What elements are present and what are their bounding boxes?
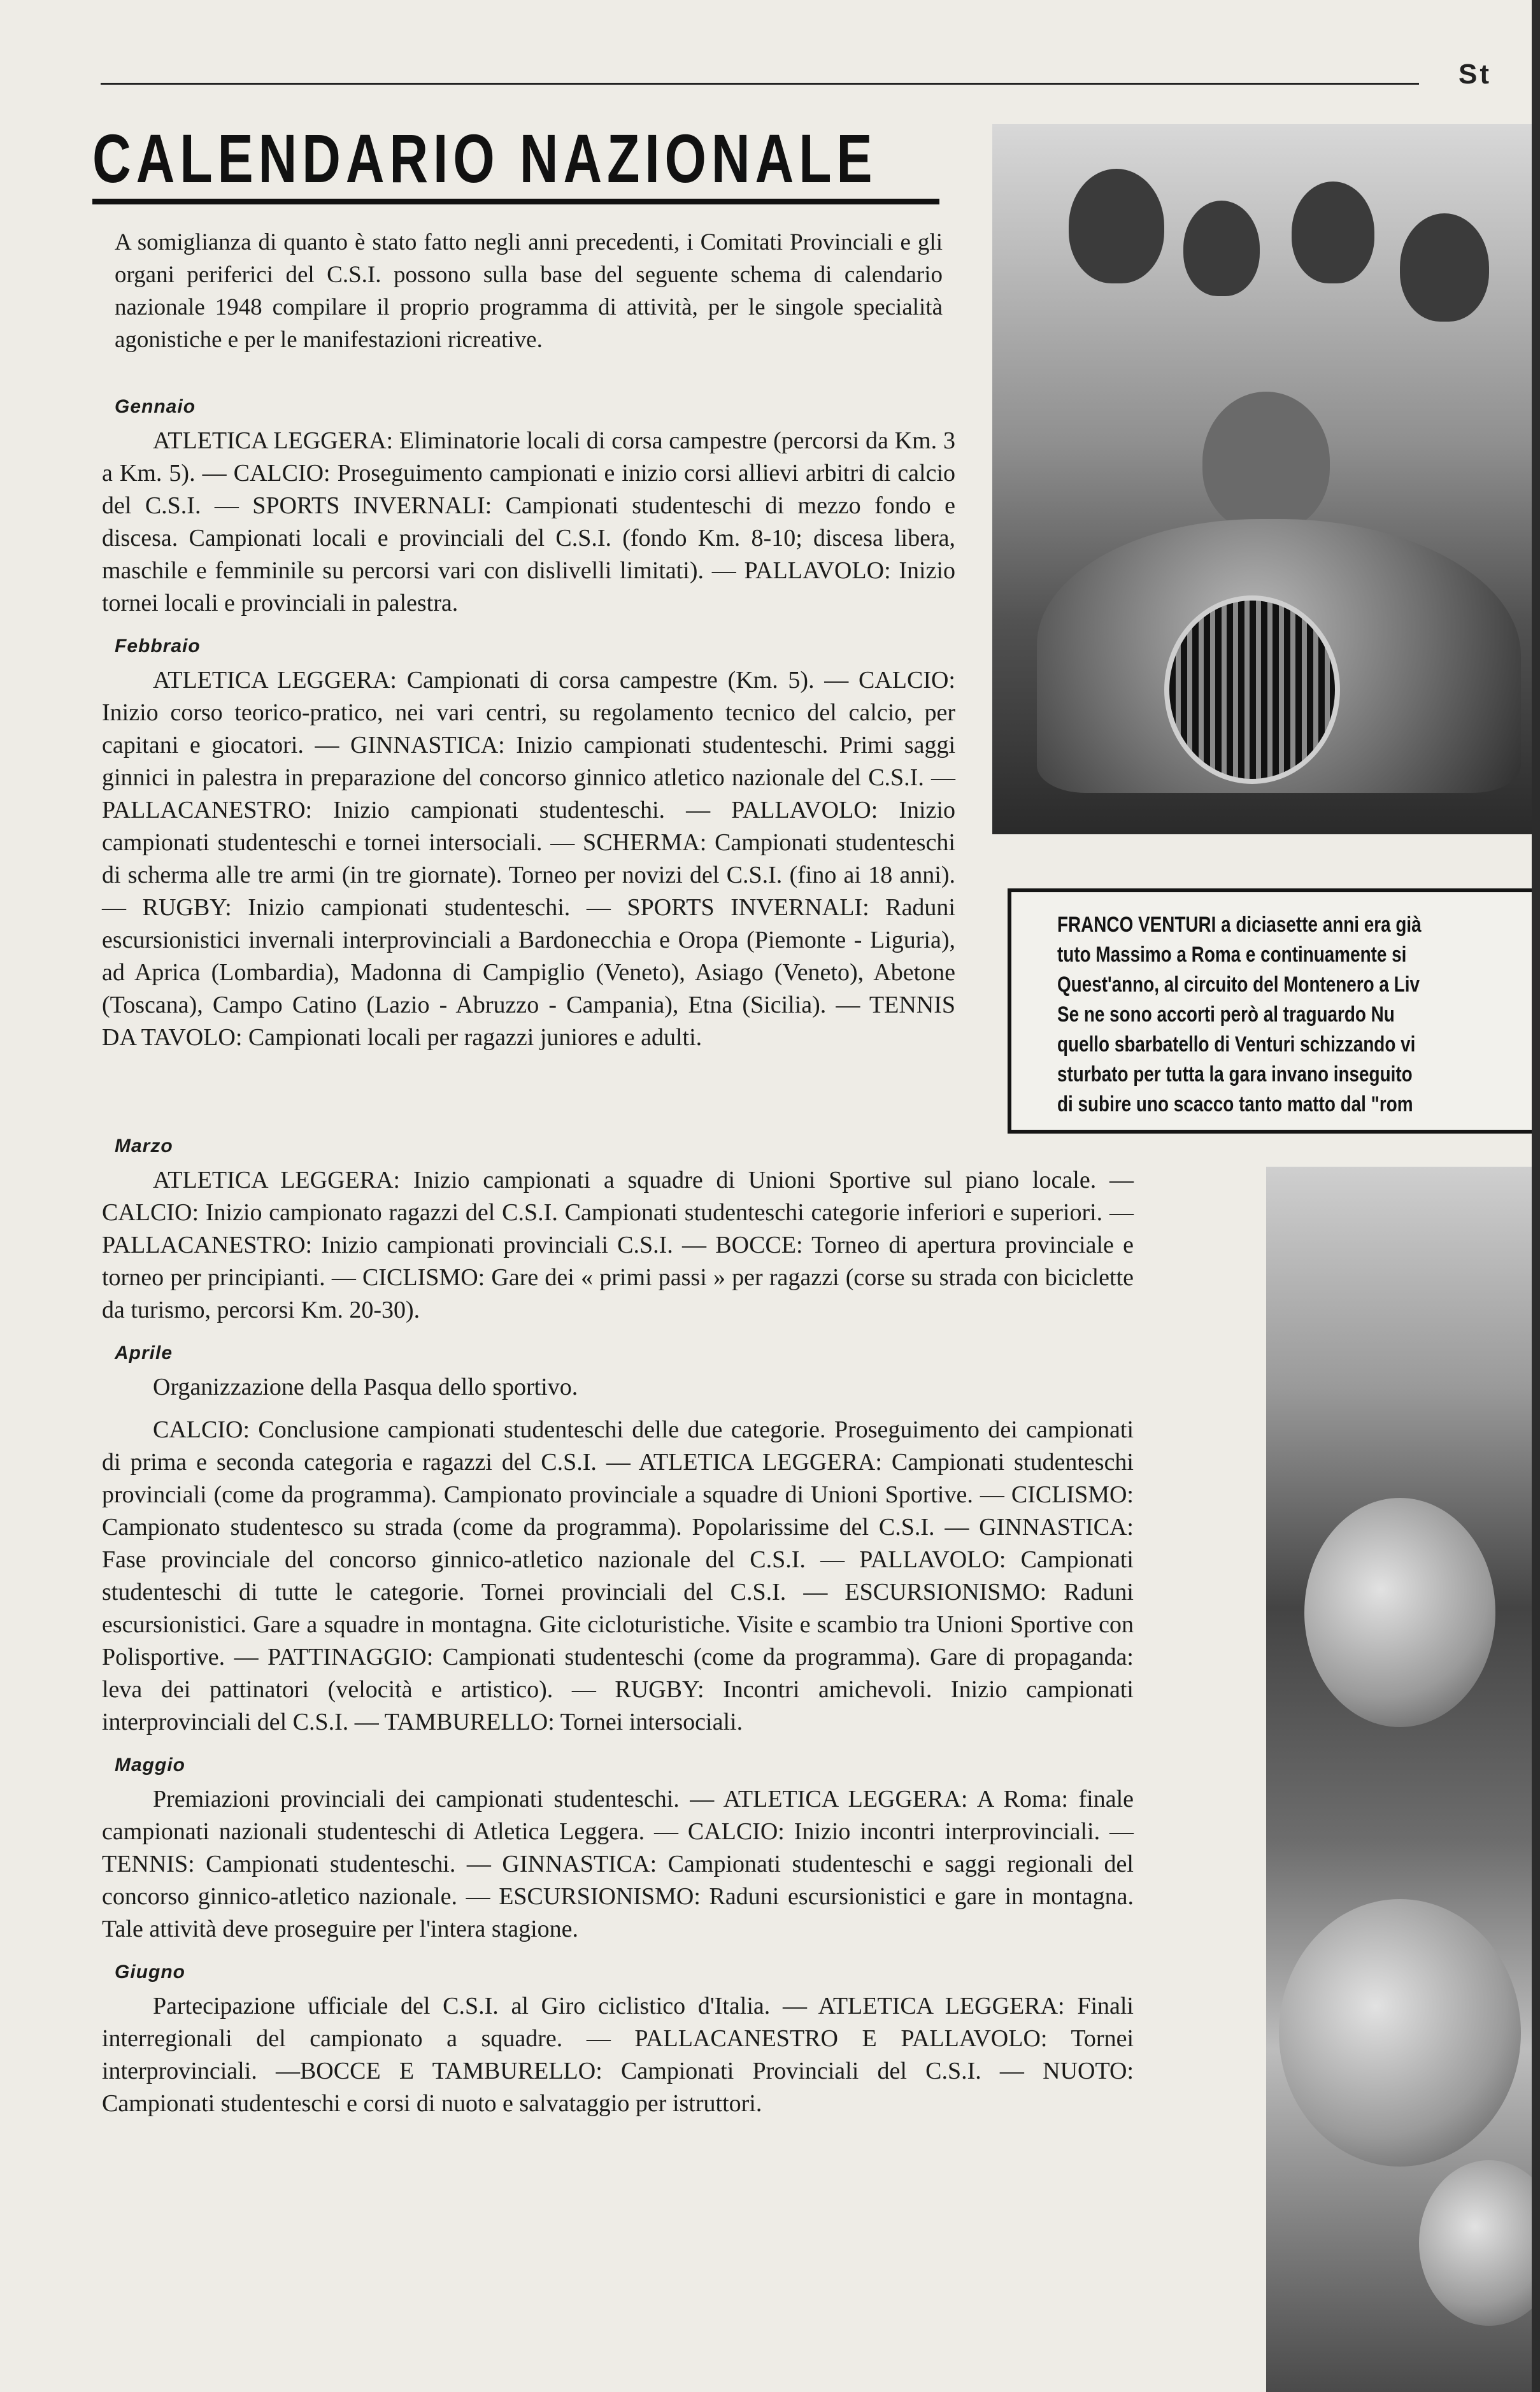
month-text-giugno: Partecipazione ufficiale del C.S.I. al Giro ciclistico d'Italia. — ATLETICA LEGGERA: Finali interregionali del campionato a squadre. — PALLACANESTRO E PALLAVOLO: Tornei interprovinciali. —BOCCE E TAMBURELLO: Campionati Provinciali del C.S.I. — NUOTO: Campionati studenteschi e corsi di nuoto e salvataggio per istruttori. [102,1993,1134,2117]
section-label: St [1458,59,1492,90]
month-heading-febbraio: Febbraio [115,636,201,657]
page-edge [1532,0,1540,2392]
photo-face [1279,1899,1521,2167]
race-car-photo [992,124,1540,834]
photo-figure [1069,169,1164,283]
title-underline [92,199,939,204]
calendar-column-upper [102,392,955,1064]
caption-line: sturbato per tutta la gara invano inseguito [1057,1062,1413,1086]
caption-line: Se ne sono accorti però al traguardo Nu [1057,1002,1395,1027]
month-text-aprile: CALCIO: Conclusione campionati studenteschi delle due categorie. Proseguimento dei campionati di prima e seconda categoria e ragazzi del C.S.I. — ATLETICA LEGGERA: Campionati studenteschi provinciali (come da programma). Campionato provinciale a squadre di Unioni Sportive. — CICLISMO: Campionato studentesco su strada (come da programma). Popolarissime del C.S.I. — GINNASTICA: Fase provinciale del concorso ginnico-atletico nazionale del C.S.I. — PALLAVOLO: Campionati studenteschi di tutte le categorie. Tornei provinciali del C.S.I. — ESCURSIONISMO: Raduni escursionistici. Gare a squadre in montagna. Gite cicloturistiche. Visite e scambio tra Unioni Sportive con Polisportive. — PATTINAGGIO: Campionati studenteschi (come da programma). Gare di propaganda: leva dei pattinatori (velocità e artistico). — RUGBY: Incontri amichevoli. Inizio campionati interprovinciali del C.S.I. — TAMBURELLO: Tornei intersociali. [102,1416,1134,1735]
photo-face [1419,2160,1540,2326]
caption-line: FRANCO VENTURI a diciasette anni era già [1057,913,1422,937]
caption-line: Quest'anno, al circuito del Montenero a Liv [1057,972,1420,997]
month-heading-aprile: Aprile [115,1342,173,1363]
month-heading-giugno: Giugno [115,1961,185,1983]
header-rule [101,83,1419,85]
month-heading-marzo: Marzo [115,1135,173,1157]
caption-line: tuto Massimo a Roma e continuamente si [1057,943,1407,967]
calendar-column-lower [102,1120,1134,2130]
photo-figure [1292,182,1374,283]
month-text-aprile-intro: Organizzazione della Pasqua dello sportivo. [153,1374,578,1400]
photo-caption [1057,910,1540,1120]
photo-face [1304,1498,1495,1727]
month-text-maggio: Premiazioni provinciali dei campionati studenteschi. — ATLETICA LEGGERA: A Roma: finale campionati nazionali studenteschi di Atletica Leggera. — CALCIO: Inizio incontri interprovinciali. — TENNIS: Campionati studenteschi. — GINNASTICA: Campionati studenteschi e saggi regionali del concorso ginnico-atletico nazionale. — ESCURSIONISMO: Raduni escursionistici e gare in montagna. Tale attività deve proseguire per l'intera stagione. [102,1786,1134,1942]
crowd-photo [1266,1167,1540,2392]
intro-paragraph: A somiglianza di quanto è stato fatto negli anni precedenti, i Comitati Provinciali e gli organi periferici del C.S.I. possono sulla base del seguente schema di calendario nazionale 1948 compilare il proprio programma di attività, per le singole specialità agonistiche e per le manifestazioni ricreative. [115,229,943,353]
photo-car-grille [1164,595,1340,784]
photo-driver [1202,392,1330,532]
month-text-febbraio: ATLETICA LEGGERA: Campionati di corsa campestre (Km. 5). — CALCIO: Inizio corso teorico-pratico, nei vari centri, su regolamento tecnico del calcio, per capitani e giocatori. — GINNASTICA: Inizio campionati studenteschi. Primi saggi ginnici in palestra in preparazione del concorso ginnico atletico nazionale del C.S.I. — PALLACANESTRO: Inizio campionati studenteschi. — PALLAVOLO: Inizio campionati studenteschi e tornei intersociali. — SCHERMA: Campionati studenteschi di scherma alle tre armi (in tre giornate). Torneo per novizi del C.S.I. (fino ai 18 anni). — RUGBY: Inizio campionati studenteschi. — SPORTS INVERNALI: Raduni escursionistici invernali interprovinciali a Bardonecchia e Oropa (Piemonte - Liguria), ad Aprica (Lombardia), Madonna di Campiglio (Veneto), Asiago (Veneto), Abetone (Toscana), Campo Catino (Lazio - Abruzzo - Campania), Etna (Sicilia). — TENNIS DA TAVOLO: Campionati locali per ragazzi juniores e adulti. [102,667,955,1051]
page-title: CALENDARIO NAZIONALE [92,120,878,197]
photo-caption-box [1008,888,1540,1134]
photo-figure [1183,201,1260,296]
caption-line: di subire uno scacco tanto matto dal "rom [1057,1092,1413,1116]
month-text-marzo: ATLETICA LEGGERA: Inizio campionati a squadre di Unioni Sportive sul piano locale. — CALCIO: Inizio campionato ragazzi del C.S.I. Campionati studenteschi categorie inferiori e superiori. — PALLACANESTRO: Inizio campionati provinciali C.S.I. — BOCCE: Torneo di apertura provinciale e torneo per principianti. — CICLISMO: Gare dei « primi passi » per ragazzi (corse su strada con biciclette da turismo, percorsi Km. 20-30). [102,1167,1134,1323]
month-heading-gennaio: Gennaio [115,396,196,417]
caption-line: quello sbarbatello di Venturi schizzando vi [1057,1032,1416,1057]
month-heading-maggio: Maggio [115,1755,185,1776]
month-text-gennaio: ATLETICA LEGGERA: Eliminatorie locali di corsa campestre (percorsi da Km. 3 a Km. 5). — CALCIO: Proseguimento campionati e inizio corsi allievi arbitri di calcio del C.S.I. — SPORTS INVERNALI: Campionati studenteschi di mezzo fondo e discesa. Campionati locali e provinciali del C.S.I. (fondo Km. 8-10; discesa libera, maschile e femminile su percorsi vari con dislivelli limitati). — PALLAVOLO: Inizio tornei locali e provinciali in palestra. [102,427,955,616]
photo-figure [1400,213,1489,322]
